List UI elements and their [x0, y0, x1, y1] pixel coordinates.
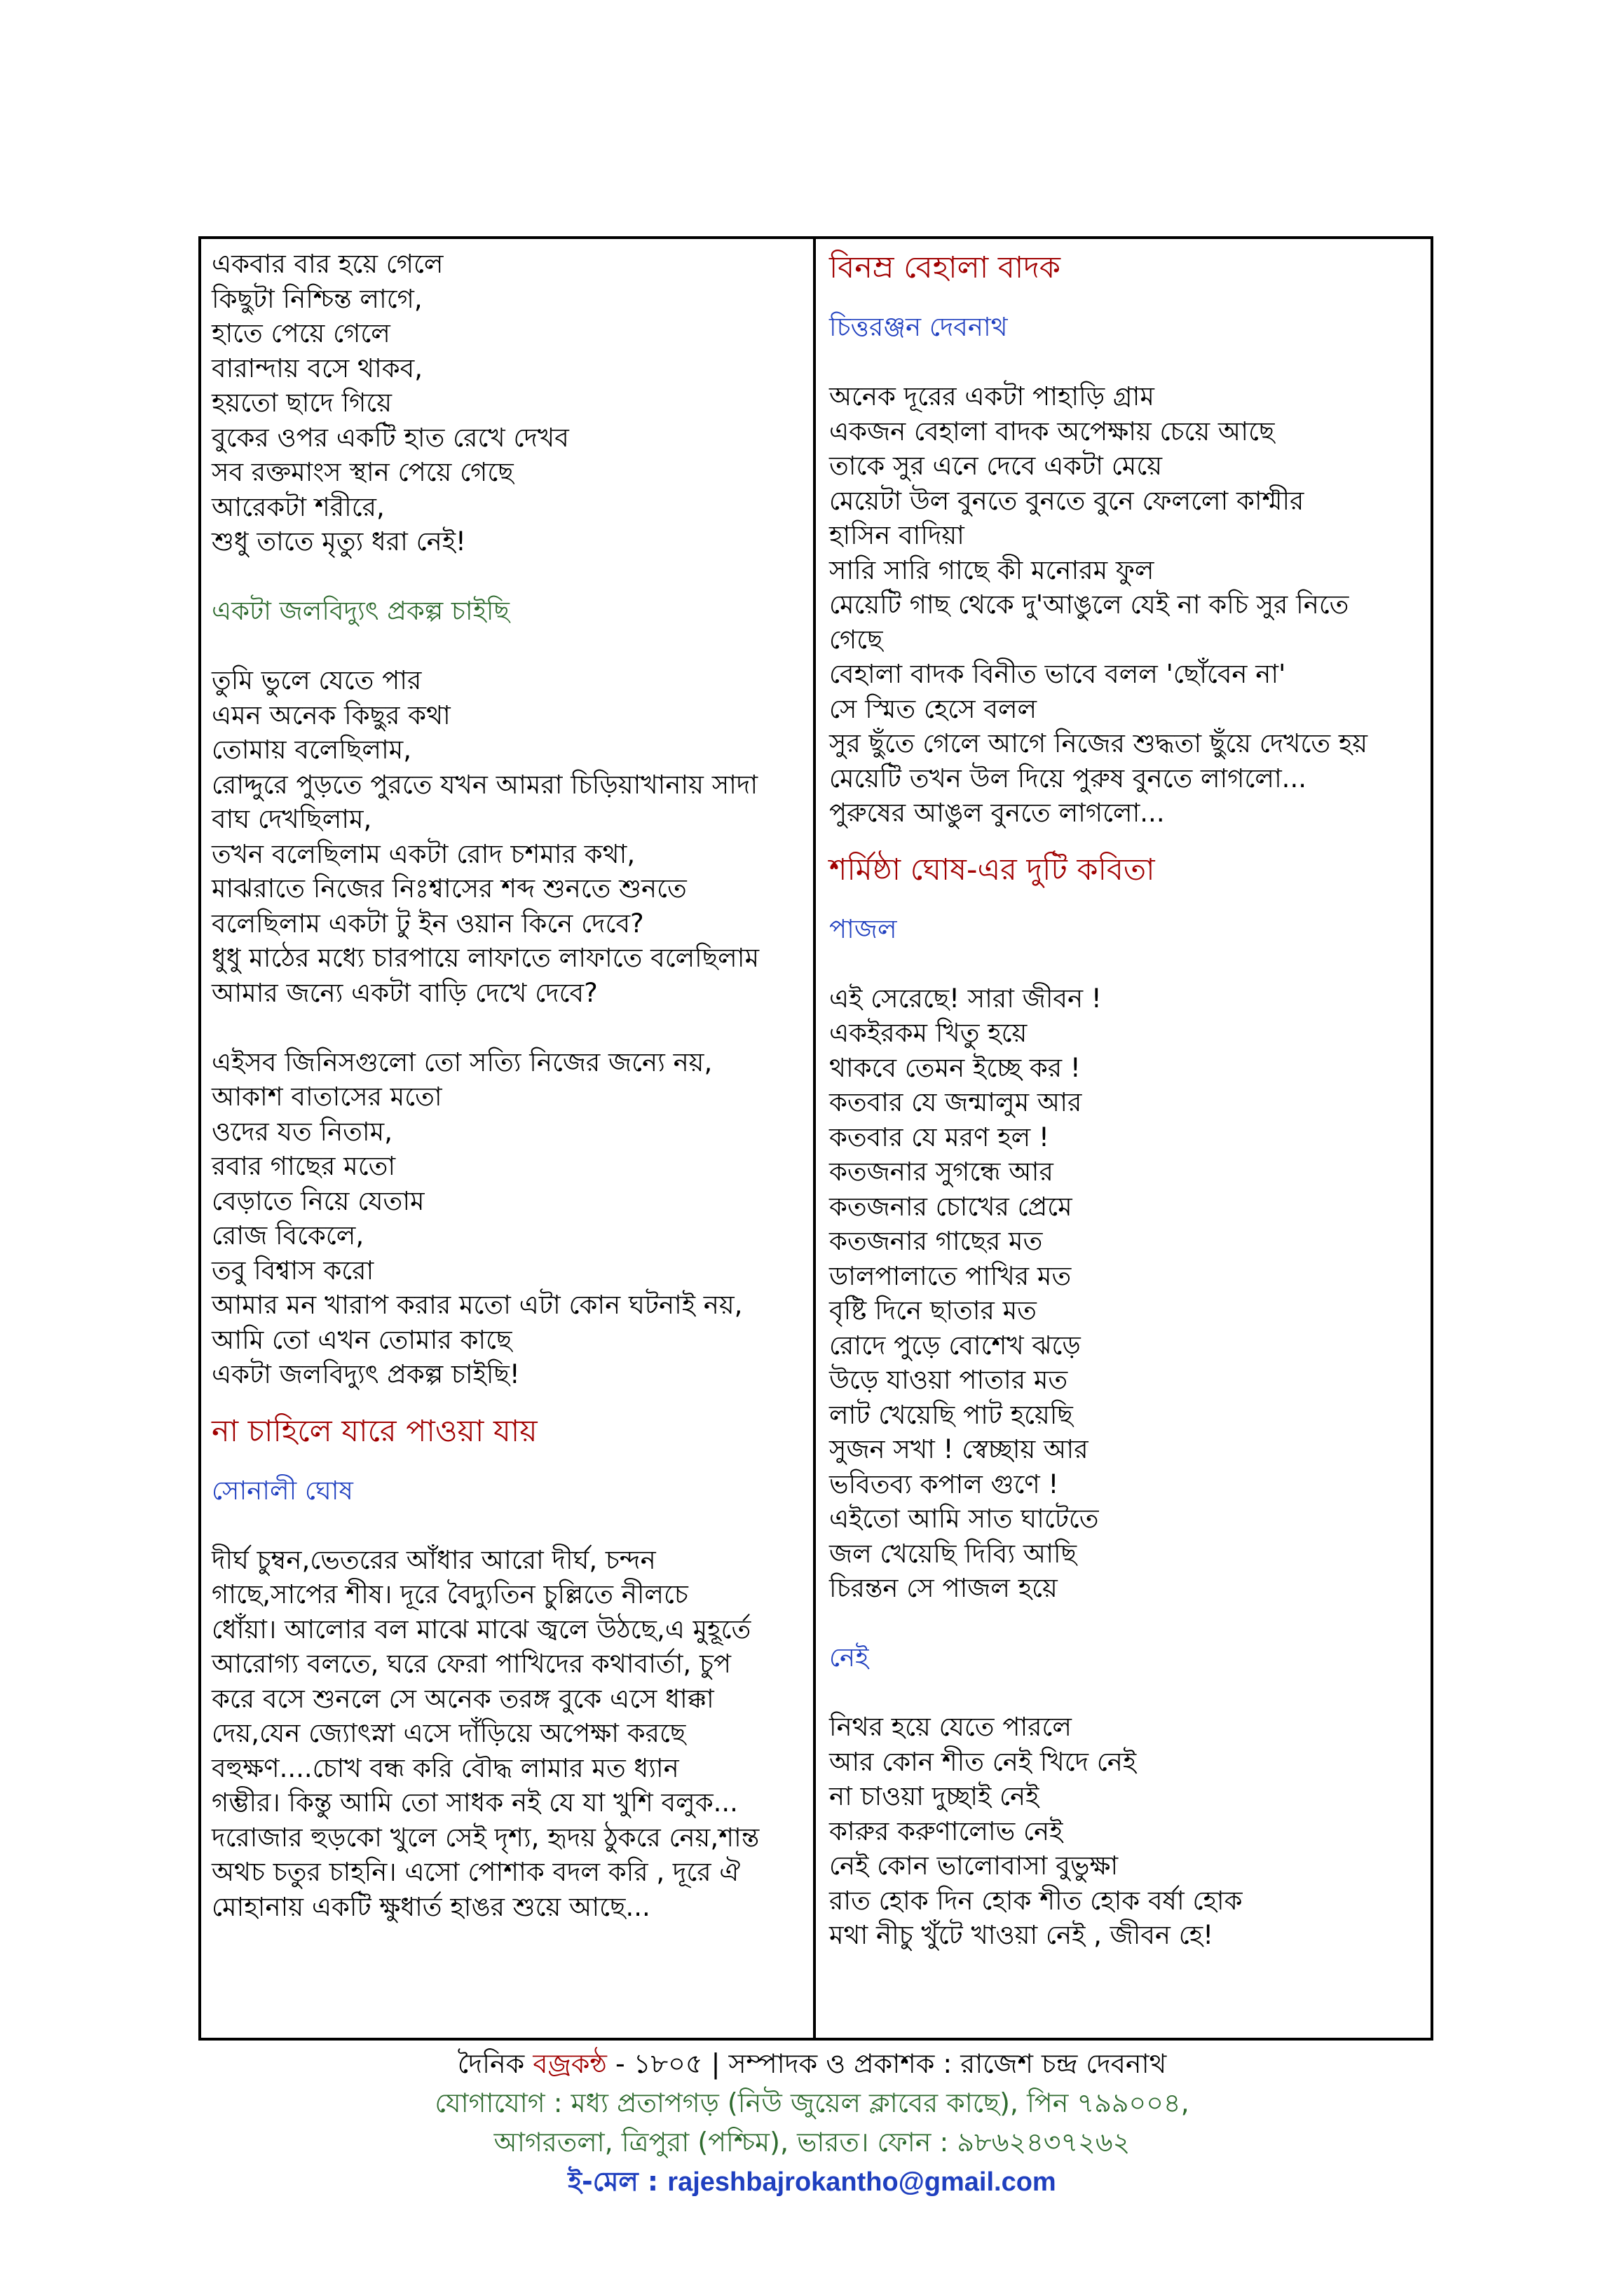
footer-editor: - ১৮০৫ | সম্পাদক ও প্রকাশক : রাজেশ চন্দ্র দেবনাথ	[606, 2048, 1167, 2079]
poem-line: সুজন সখা ! স্বেচ্ছায় আর	[829, 1434, 1089, 1464]
poem-line: গাছে,সাপের শীষ। দূরে বৈদ্যুতিন চুল্লিতে নীলচে	[212, 1579, 688, 1609]
footer-prefix: দৈনিক	[457, 2048, 533, 2079]
poem-line: গম্ভীর। কিন্তু আমি তো সাধক নই যে যা খুশি বলুক...	[212, 1787, 738, 1818]
poem-line: কতবার যে জন্মালুম আর	[829, 1087, 1082, 1117]
poem-line: লাট খেয়েছি পাট হয়েছি	[829, 1399, 1073, 1430]
poem-line: আরেকটা শরীরে,	[212, 491, 385, 522]
poem-line: উড়ে যাওয়া পাতার মত	[829, 1365, 1068, 1395]
poem-line: কতজনার সুগন্ধে আর	[829, 1157, 1053, 1187]
poem-line: বাঘ দেখছিলাম,	[212, 804, 372, 834]
poem-2-stanza-1	[212, 663, 806, 1010]
poem-line: মথা নীচু খুঁটে খাওয়া নেই , জীবন হে!	[829, 1920, 1214, 1950]
poem-line: বুকের ওপর একটি হাত রেখে দেখব	[212, 422, 569, 453]
poem-line: রোদ্দুরে পুড়তে পুরতে যখন আমরা চিড়িয়াখানায় সাদা	[212, 769, 758, 800]
poem-line: মাঝরাতে নিজের নিঃশ্বাসের শব্দ শুনতে শুনতে	[212, 873, 687, 904]
poem-line: কিছুটা নিশ্চিন্ত লাগে,	[212, 283, 423, 314]
poem-author-chittaranjan: চিত্তরঞ্জন দেবনাথ	[829, 312, 1008, 342]
poem-line: ভবিতব্য কপাল গুণে !	[829, 1469, 1059, 1499]
poem-line: ওদের যত নিতাম,	[212, 1116, 393, 1147]
poem-line: তখন বলেছিলাম একটা রোদ চশমার কথা,	[212, 838, 636, 869]
poem-line: মেয়েটি গাছ থেকে দু'আঙুলে যেই না কচি সুর নিতে	[829, 590, 1349, 620]
poem-line: এইসব জিনিসগুলো তো সত্যি নিজের জন্যে নয়,	[212, 1047, 713, 1077]
poem-line: এইতো আমি সাত ঘাটেতে	[829, 1504, 1099, 1534]
poem-line: ধুধু মাঠের মধ্যে চারপায়ে লাফাতে লাফাতে বলেছিলাম	[212, 943, 760, 973]
poem-puzzle-body	[829, 981, 1421, 1606]
poem-line: রবার গাছের মতো	[212, 1151, 396, 1181]
poem-3-author: সোনালী ঘোষ	[212, 1475, 353, 1506]
poem-line: সে স্মিত হেসে বলল	[829, 693, 1037, 724]
poem-line: জল খেয়েছি দিব্যি আছি	[829, 1538, 1077, 1569]
poem-line: আমার জন্যে একটা বাড়ি দেখে দেবে?	[212, 977, 598, 1008]
footer-city-phone: আগরতলা, ত্রিপুরা (পশ্চিম), ভারত। ফোন : ৯৮৬২৪৩৭২৬২	[493, 2127, 1131, 2158]
poem-line: কতজনার চোখের প্রেমে	[829, 1191, 1072, 1222]
poem-line: সারি সারি গাছে কী মনোরম ফুল	[829, 554, 1154, 585]
poem-line: নেই কোন ভালোবাসা বুভুক্ষা	[829, 1851, 1119, 1881]
poem-title-nei: নেই	[829, 1642, 869, 1673]
poem-line: আকাশ বাতাসের মতো	[212, 1082, 442, 1112]
poem-line: অথচ চতুর চাহনি। এসো পোশাক বদল করি , দূরে ঐ	[212, 1857, 741, 1887]
poem-line: বহুক্ষণ....চোখ বন্ধ করি বৌদ্ধ লামার মত ধ্যান	[212, 1752, 679, 1783]
poem-line: ধোঁয়া। আলোর বল মাঝে মাঝে জ্বলে উঠছে,এ মুহূর্তে	[212, 1614, 751, 1644]
poem-line: একজন বেহালা বাদক অপেক্ষায় চেয়ে আছে	[829, 416, 1275, 447]
footer-masthead	[0, 2045, 1624, 2083]
poem-line: হয়তো ছাদে গিয়ে	[212, 388, 393, 418]
poem-line: অনেক দূরের একটা পাহাড়ি গ্রাম	[829, 381, 1154, 411]
poem-line: তোমায় বলেছিলাম,	[212, 735, 411, 765]
poem-line: তাকে সুর এনে দেবে একটা মেয়ে	[829, 451, 1162, 481]
poem-line: বারান্দায় বসে থাকব,	[212, 353, 423, 383]
section-title-sharmistha: শর্মিষ্ঠা ঘোষ-এর দুটি কবিতা	[829, 852, 1155, 887]
poem-line: ডালপালাতে পাখির মত	[829, 1260, 1072, 1291]
poem-line: আরোগ্য বলতে, ঘরে ফেরা পাখিদের কথাবার্তা, চুপ	[212, 1649, 732, 1679]
poem-line: করে বসে শুনলে সে অনেক তরঙ্গ বুকে এসে ধাক্কা	[212, 1683, 714, 1714]
poem-line: রোদে পুড়ে বোশেখ ঝড়ে	[829, 1330, 1081, 1361]
footer-address: যোগাযোগ : মধ্য প্রতাপগড় (নিউ জুয়েল ক্লাবের কাছে), পিন ৭৯৯০০৪,	[435, 2088, 1189, 2118]
poem-line: এমন অনেক কিছুর কথা	[212, 700, 451, 730]
poem-line: বলেছিলাম একটা টু ইন ওয়ান কিনে দেবে?	[212, 908, 644, 939]
poem-line: মোহানায় একটি ক্ষুধার্ত হাঙর শুয়ে আছে...	[212, 1891, 650, 1922]
poem-line: মেয়েটি তখন উল দিয়ে পুরুষ বুনতে লাগলো...	[829, 763, 1306, 794]
poem-line: একবার বার হয়ে গেলে	[212, 249, 444, 279]
poem-line: দেয়,যেন জ্যোৎস্না এসে দাঁড়িয়ে অপেক্ষা করছে	[212, 1718, 686, 1748]
poem-line: তুমি ভুলে যেতে পার	[212, 665, 422, 695]
poem-line: সুর ছুঁতে গেলে আগে নিজের শুদ্ধতা ছুঁয়ে দেখতে হয়	[829, 728, 1368, 758]
column-divider	[813, 236, 816, 2041]
poem-line: দীর্ঘ চুম্বন,ভেতরের আঁধার আরো দীর্ঘ, চন্দন	[212, 1544, 656, 1575]
poem-line: তবু বিশ্বাস করো	[212, 1255, 374, 1286]
poem-title-puzzle: পাজল	[829, 913, 897, 944]
poem-line: হাসিন বাদিয়া	[829, 520, 964, 550]
poem-line: হাতে পেয়ে গেলে	[212, 318, 390, 348]
poem-line: কতবার যে মরণ হল !	[829, 1122, 1049, 1152]
poem-line: থাকবে তেমন ইচ্ছে কর !	[829, 1052, 1081, 1083]
poem-line: আর কোন শীত নেই খিদে নেই	[829, 1746, 1137, 1777]
poem-behala-body	[829, 379, 1421, 831]
poem-line: শুধু তাতে মৃত্যু ধরা নেই!	[212, 526, 466, 557]
poem-line: আমার মন খারাপ করার মতো এটা কোন ঘটনাই নয়,	[212, 1290, 743, 1320]
poem-line: বৃষ্টি দিনে ছাতার মত	[829, 1295, 1037, 1326]
poem-3-body	[212, 1543, 806, 1925]
poem-line: পুরুষের আঙুল বুনতে লাগলো...	[829, 798, 1165, 828]
poem-line: না চাওয়া দুচ্ছাই নেই	[829, 1781, 1039, 1811]
poem-line: বেড়াতে নিয়ে যেতাম	[212, 1185, 425, 1216]
email-link[interactable]: rajeshbajrokantho@gmail.com	[667, 2167, 1056, 2197]
poem-3-title: না চাহিলে যারে পাওয়া যায়	[212, 1413, 538, 1449]
email-label: ই-মেল :	[568, 2166, 668, 2197]
poem-line: আমি তো এখন তোমার কাছে	[212, 1324, 512, 1355]
poem-line: নিথর হয়ে যেতে পারলে	[829, 1712, 1072, 1742]
poem-nei-body	[829, 1710, 1421, 1953]
poem-line: দরোজার হুড়কো খুলে সেই দৃশ্য, হৃদয় ঠুকরে নেয়,শান্ত	[212, 1822, 760, 1853]
poem-line: গেছে	[829, 624, 883, 655]
poem-line: কতজনার গাছের মত	[829, 1226, 1043, 1256]
poem-2-title: একটা জলবিদ্যুৎ প্রকল্প চাইছি	[212, 596, 510, 626]
poem-line: চিরন্তন সে পাজল হয়ে	[829, 1573, 1058, 1603]
newspaper-name: বজ্রকন্ঠ	[533, 2048, 607, 2079]
poem-line: একইরকম খিতু হয়ে	[829, 1018, 1028, 1048]
poem-line: মেয়েটা উল বুনতে বুনতে বুনে ফেললো কাশ্মীর	[829, 485, 1304, 516]
poem-line: রাত হোক দিন হোক শীত হোক বর্ষা হোক	[829, 1885, 1243, 1916]
footer-email-line	[0, 2163, 1624, 2201]
poem-title-behala: বিনম্র বেহালা বাদক	[829, 250, 1060, 285]
right-column	[829, 247, 1421, 1953]
poem-line: কারুর করুণালোভ নেই	[829, 1816, 1063, 1846]
left-column	[212, 247, 806, 1924]
poem-line: একটা জলবিদ্যুৎ প্রকল্প চাইছি!	[212, 1359, 520, 1389]
poem-1	[212, 247, 806, 559]
poem-line: এই সেরেছে! সারা জীবন !	[829, 983, 1102, 1014]
poem-line: রোজ বিকেলে,	[212, 1220, 364, 1251]
poem-line: সব রক্তমাংস স্থান পেয়ে গেছে	[212, 457, 514, 487]
poem-2-stanza-2	[212, 1045, 806, 1392]
poem-line: বেহালা বাদক বিনীত ভাবে বলল 'ছোঁবেন না'	[829, 659, 1286, 689]
